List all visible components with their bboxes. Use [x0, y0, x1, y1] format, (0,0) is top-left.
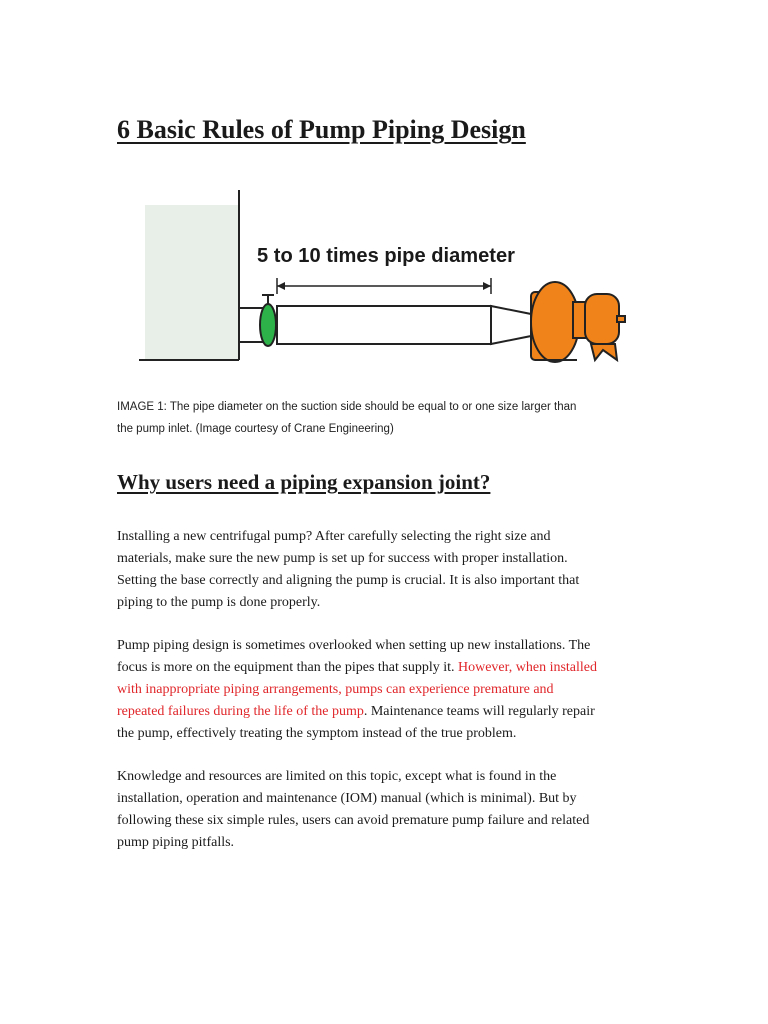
p3-line-1: Knowledge and resources are limited on this topic, except what is found in the: [117, 769, 557, 784]
reducer: [491, 306, 531, 344]
pump-piping-diagram: [117, 180, 637, 380]
p2-line-4: . Maintenance teams will regularly repair: [363, 704, 595, 719]
figure-caption: [117, 396, 657, 440]
pump: [531, 282, 625, 362]
section-title: Why users need a piping expansion joint?: [117, 470, 491, 494]
wall-block: [145, 205, 239, 360]
p2-line-5: the pump, effectively treating the symptom instead of the true problem.: [117, 726, 517, 741]
p1-line-3: Setting the base correctly and aligning the pump is crucial. It is also important that: [117, 573, 580, 588]
p2-highlight-3: repeated failures during the life of the pump: [117, 704, 364, 719]
p2-line-1: Pump piping design is sometimes overlooked when setting up new installations. The: [117, 638, 591, 653]
p2-line-2: focus is more on the equipment than the pipes that supply it.: [117, 660, 458, 675]
p1-line-2: materials, make sure the new pump is set up for success with proper installation.: [117, 551, 568, 566]
p1-line-1: Installing a new centrifugal pump? After carefully selecting the right size and: [117, 529, 551, 544]
valve-body: [260, 304, 276, 346]
caption-line-1: IMAGE 1: The pipe diameter on the suction side should be equal to or one size larger than: [117, 401, 577, 413]
caption-line-2: the pump inlet. (Image courtesy of Crane Engineering): [117, 423, 394, 435]
p3-line-2: installation, operation and maintenance (IOM) manual (which is minimal). But by: [117, 791, 577, 806]
paragraph-2: [117, 635, 657, 745]
p2-highlight-1: However, when installed: [458, 660, 598, 675]
paragraph-3: [117, 766, 657, 854]
dimension-label: 5 to 10 times pipe diameter: [257, 245, 516, 267]
p3-line-3: following these six simple rules, users can avoid premature pump failure and related: [117, 813, 590, 828]
p1-line-4: piping to the pump is done properly.: [117, 595, 321, 610]
suction-pipe: [277, 306, 491, 344]
p3-line-4: pump piping pitfalls.: [117, 835, 235, 850]
page-title: 6 Basic Rules of Pump Piping Design: [117, 115, 526, 144]
paragraph-1: [117, 526, 657, 614]
pump-piping-figure: [117, 180, 637, 380]
p2-highlight-2: with inappropriate piping arrangements, pumps can experience premature and: [117, 682, 554, 697]
